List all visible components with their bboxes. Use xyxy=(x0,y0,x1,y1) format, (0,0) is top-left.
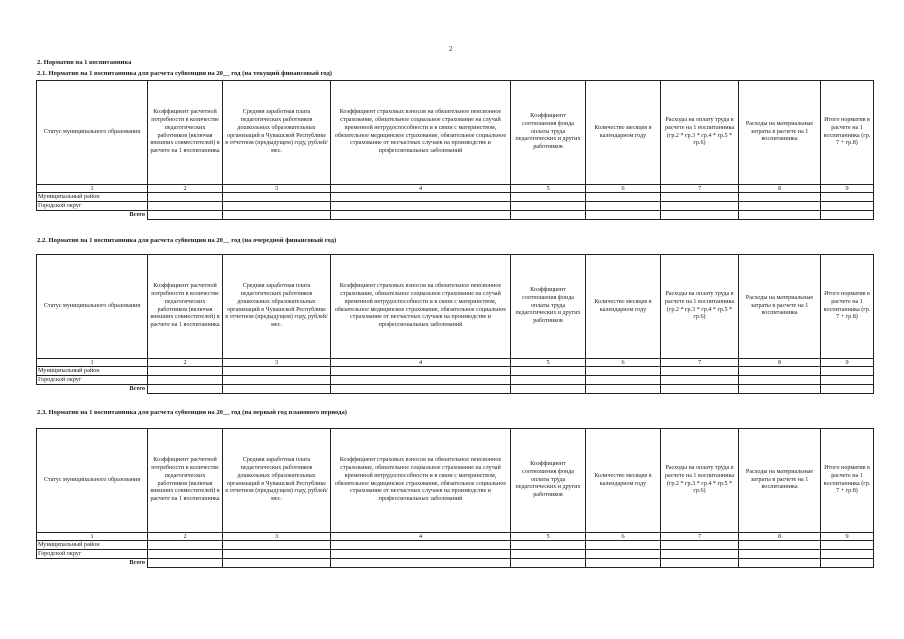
table-cell[interactable] xyxy=(661,211,739,220)
column-number: 5 xyxy=(511,533,586,541)
header-months: Количество месяцев в календарном году xyxy=(586,81,661,185)
column-number: 1 xyxy=(37,533,148,541)
table-cell[interactable] xyxy=(821,385,874,394)
table-cell[interactable] xyxy=(223,202,331,211)
table-cell[interactable] xyxy=(739,211,821,220)
table-cell[interactable] xyxy=(148,550,223,559)
table-cell[interactable] xyxy=(511,193,586,202)
header-material-costs: Расходы на материальные затраты в расчете на 1 воспитанника xyxy=(739,81,821,185)
table-cell[interactable] xyxy=(223,193,331,202)
table-cell[interactable] xyxy=(511,550,586,559)
header-municipal-status: Статус муниципального образования xyxy=(37,81,148,185)
table-cell[interactable] xyxy=(821,202,874,211)
table-cell[interactable] xyxy=(586,211,661,220)
column-numbers-row xyxy=(37,359,874,367)
table-cell[interactable] xyxy=(739,367,821,376)
table-cell[interactable] xyxy=(586,193,661,202)
column-number: 3 xyxy=(223,359,331,367)
header-average-salary: Средняя заработная плата педагогических работников дошкольных образовательных организаций в Чувашской Республике в отчетном (предыдущем) году, рублей/мес. xyxy=(223,429,331,533)
row-label-total: Всего xyxy=(129,559,145,567)
table-cell[interactable] xyxy=(586,550,661,559)
column-number: 3 xyxy=(223,185,331,193)
table-cell[interactable] xyxy=(511,367,586,376)
row-label-total: Всего xyxy=(129,211,145,219)
norm-table-2-1 xyxy=(36,80,874,220)
column-number: 9 xyxy=(821,185,874,193)
column-number: 4 xyxy=(331,533,511,541)
table-title-2-2: 2.2. Норматив на 1 воспитанника для расчета субвенции на 20__ год (на очередной финансовый год) xyxy=(37,237,337,244)
column-number: 5 xyxy=(511,359,586,367)
table-cell[interactable] xyxy=(148,385,223,394)
norm-table-2-2 xyxy=(36,254,874,394)
table-row xyxy=(37,367,874,376)
column-number: 7 xyxy=(661,185,739,193)
row-label-city-district: Городской округ xyxy=(37,202,148,211)
table-cell[interactable] xyxy=(223,559,331,568)
header-municipal-status: Статус муниципального образования xyxy=(37,255,148,359)
column-number: 8 xyxy=(739,533,821,541)
table-cell[interactable] xyxy=(331,211,511,220)
total-row xyxy=(37,559,874,568)
header-months: Количество месяцев в календарном году xyxy=(586,255,661,359)
column-numbers-row xyxy=(37,533,874,541)
table-cell[interactable] xyxy=(661,367,739,376)
table-cell[interactable] xyxy=(586,559,661,568)
column-number: 8 xyxy=(739,185,821,193)
table-cell[interactable] xyxy=(661,385,739,394)
table-cell[interactable] xyxy=(661,202,739,211)
table-cell[interactable] xyxy=(739,559,821,568)
table-cell[interactable] xyxy=(331,193,511,202)
table-cell[interactable] xyxy=(821,559,874,568)
row-label-municipal-district: Муниципальный район xyxy=(37,367,148,376)
table-title-2-3: 2.3. Норматив на 1 воспитанника для расчета субвенции на 20__ год (на первый год планового периода) xyxy=(37,409,347,416)
table-cell[interactable] xyxy=(511,541,586,550)
header-labor-costs: Расходы на оплату труда в расчете на 1 воспитанника (гр.2 * гр.3 * гр.4 * гр.5 * гр.6) xyxy=(661,81,739,185)
header-average-salary: Средняя заработная плата педагогических работников дошкольных образовательных организаций в Чувашской Республике в отчетном (предыдущем) году, рублей/мес. xyxy=(223,255,331,359)
table-cell[interactable] xyxy=(511,385,586,394)
column-number: 7 xyxy=(661,533,739,541)
table-cell[interactable] xyxy=(739,550,821,559)
table-cell[interactable] xyxy=(821,376,874,385)
column-number: 9 xyxy=(821,359,874,367)
header-payroll-ratio: Коэффициент соотношения фонда оплаты труда педагогических и других работников xyxy=(511,429,586,533)
table-row xyxy=(37,376,874,385)
table-cell[interactable] xyxy=(821,193,874,202)
table-cell[interactable] xyxy=(661,376,739,385)
header-payroll-ratio: Коэффициент соотношения фонда оплаты труда педагогических и других работников xyxy=(511,81,586,185)
column-number: 1 xyxy=(37,359,148,367)
header-teacher-ratio: Коэффициент расчетной потребности в количестве педагогических работников (включая внешних совместителей) в расчете на 1 воспитанника xyxy=(148,429,223,533)
table-cell[interactable] xyxy=(148,376,223,385)
table-cell[interactable] xyxy=(511,202,586,211)
column-number: 6 xyxy=(586,185,661,193)
header-labor-costs: Расходы на оплату труда в расчете на 1 воспитанника (гр.2 * гр.3 * гр.4 * гр.5 * гр.6) xyxy=(661,429,739,533)
table-cell[interactable] xyxy=(331,367,511,376)
table-cell[interactable] xyxy=(223,541,331,550)
table-cell[interactable] xyxy=(739,376,821,385)
table-cell[interactable] xyxy=(586,202,661,211)
column-number: 6 xyxy=(586,359,661,367)
header-municipal-status: Статус муниципального образования xyxy=(37,429,148,533)
row-label-city-district: Городской округ xyxy=(37,550,148,559)
column-number: 2 xyxy=(148,533,223,541)
header-total-norm: Итого норматив в расчете на 1 воспитанника (гр. 7 + гр.8) xyxy=(821,429,874,533)
header-total-norm: Итого норматив в расчете на 1 воспитанника (гр. 7 + гр.8) xyxy=(821,255,874,359)
table-cell[interactable] xyxy=(739,385,821,394)
column-number: 2 xyxy=(148,359,223,367)
column-number: 8 xyxy=(739,359,821,367)
header-months: Количество месяцев в календарном году xyxy=(586,429,661,533)
header-insurance-coefficient: Коэффициент страховых взносов на обязательное пенсионное страхование, обязательное социальное страхование на случай временной нетрудоспособности и в связи с материнством, обязательное медицинское страхование, обязательное социальное страхование от несчастных случаев на производстве и профессиональных заболеваний xyxy=(331,81,511,185)
header-total-norm: Итого норматив в расчете на 1 воспитанника (гр. 7 + гр.8) xyxy=(821,81,874,185)
column-number: 5 xyxy=(511,185,586,193)
header-material-costs: Расходы на материальные затраты в расчете на 1 воспитанника xyxy=(739,429,821,533)
column-number: 7 xyxy=(661,359,739,367)
table-cell[interactable] xyxy=(661,550,739,559)
table-cell[interactable] xyxy=(821,211,874,220)
table-cell[interactable] xyxy=(511,211,586,220)
row-label-total: Всего xyxy=(129,385,145,393)
header-payroll-ratio: Коэффициент соотношения фонда оплаты труда педагогических и других работников xyxy=(511,255,586,359)
table-cell[interactable] xyxy=(331,559,511,568)
column-number: 9 xyxy=(821,533,874,541)
table-cell[interactable] xyxy=(739,193,821,202)
table-cell[interactable] xyxy=(586,541,661,550)
header-teacher-ratio: Коэффициент расчетной потребности в количестве педагогических работников (включая внешних совместителей) в расчете на 1 воспитанника xyxy=(148,255,223,359)
table-cell[interactable] xyxy=(331,385,511,394)
table-cell[interactable] xyxy=(821,367,874,376)
row-label-municipal-district: Муниципальный район xyxy=(37,193,148,202)
table-cell[interactable] xyxy=(586,376,661,385)
row-label-city-district: Городской округ xyxy=(37,376,148,385)
column-numbers-row xyxy=(37,185,874,193)
table-cell[interactable] xyxy=(511,376,586,385)
table-cell[interactable] xyxy=(148,193,223,202)
table-row xyxy=(37,202,874,211)
table-cell[interactable] xyxy=(148,211,223,220)
table-cell[interactable] xyxy=(148,367,223,376)
table-cell[interactable] xyxy=(331,550,511,559)
table-row xyxy=(37,541,874,550)
table-cell[interactable] xyxy=(821,550,874,559)
page-number: 2 xyxy=(449,45,453,53)
table-cell[interactable] xyxy=(586,367,661,376)
header-average-salary: Средняя заработная плата педагогических работников дошкольных образовательных организаций в Чувашской Республике в отчетном (предыдущем) году, рублей/мес. xyxy=(223,81,331,185)
section-title: 2. Норматив на 1 воспитанника xyxy=(37,59,132,66)
header-insurance-coefficient: Коэффициент страховых взносов на обязательное пенсионное страхование, обязательное социальное страхование на случай временной нетрудоспособности и в связи с материнством, обязательное медицинское страхование, обязательное социальное страхование от несчастных случаев на производстве и профессиональных заболеваний xyxy=(331,255,511,359)
header-labor-costs: Расходы на оплату труда в расчете на 1 воспитанника (гр.2 * гр.3 * гр.4 * гр.5 * гр.6) xyxy=(661,255,739,359)
table-cell[interactable] xyxy=(223,385,331,394)
table-cell[interactable] xyxy=(223,376,331,385)
header-insurance-coefficient: Коэффициент страховых взносов на обязательное пенсионное страхование, обязательное социальное страхование на случай временной нетрудоспособности и в связи с материнством, обязательное медицинское страхование, обязательное социальное страхование от несчастных случаев на производстве и профессиональных заболеваний xyxy=(331,429,511,533)
column-number: 4 xyxy=(331,359,511,367)
total-row xyxy=(37,385,874,394)
column-number: 6 xyxy=(586,533,661,541)
table-cell[interactable] xyxy=(661,541,739,550)
table-cell[interactable] xyxy=(331,202,511,211)
total-row xyxy=(37,211,874,220)
column-number: 1 xyxy=(37,185,148,193)
header-material-costs: Расходы на материальные затраты в расчете на 1 воспитанника xyxy=(739,255,821,359)
table-row xyxy=(37,550,874,559)
table-cell[interactable] xyxy=(331,541,511,550)
table-title-2-1: 2.1. Норматив на 1 воспитанника для расчета субвенции на 20__ год (на текущий финансовый год) xyxy=(37,70,332,77)
table-cell[interactable] xyxy=(331,376,511,385)
column-number: 3 xyxy=(223,533,331,541)
table-cell[interactable] xyxy=(223,550,331,559)
column-number: 2 xyxy=(148,185,223,193)
table-cell[interactable] xyxy=(739,202,821,211)
column-number: 4 xyxy=(331,185,511,193)
table-cell[interactable] xyxy=(148,559,223,568)
table-cell[interactable] xyxy=(148,202,223,211)
norm-table-2-3 xyxy=(36,428,874,568)
table-cell[interactable] xyxy=(661,559,739,568)
table-cell[interactable] xyxy=(821,541,874,550)
table-row xyxy=(37,193,874,202)
table-cell[interactable] xyxy=(223,211,331,220)
row-label-municipal-district: Муниципальный район xyxy=(37,541,148,550)
table-cell[interactable] xyxy=(586,385,661,394)
table-cell[interactable] xyxy=(148,541,223,550)
table-cell[interactable] xyxy=(223,367,331,376)
header-teacher-ratio: Коэффициент расчетной потребности в количестве педагогических работников (включая внешних совместителей) в расчете на 1 воспитанника xyxy=(148,81,223,185)
table-cell[interactable] xyxy=(739,541,821,550)
table-cell[interactable] xyxy=(511,559,586,568)
table-cell[interactable] xyxy=(661,193,739,202)
